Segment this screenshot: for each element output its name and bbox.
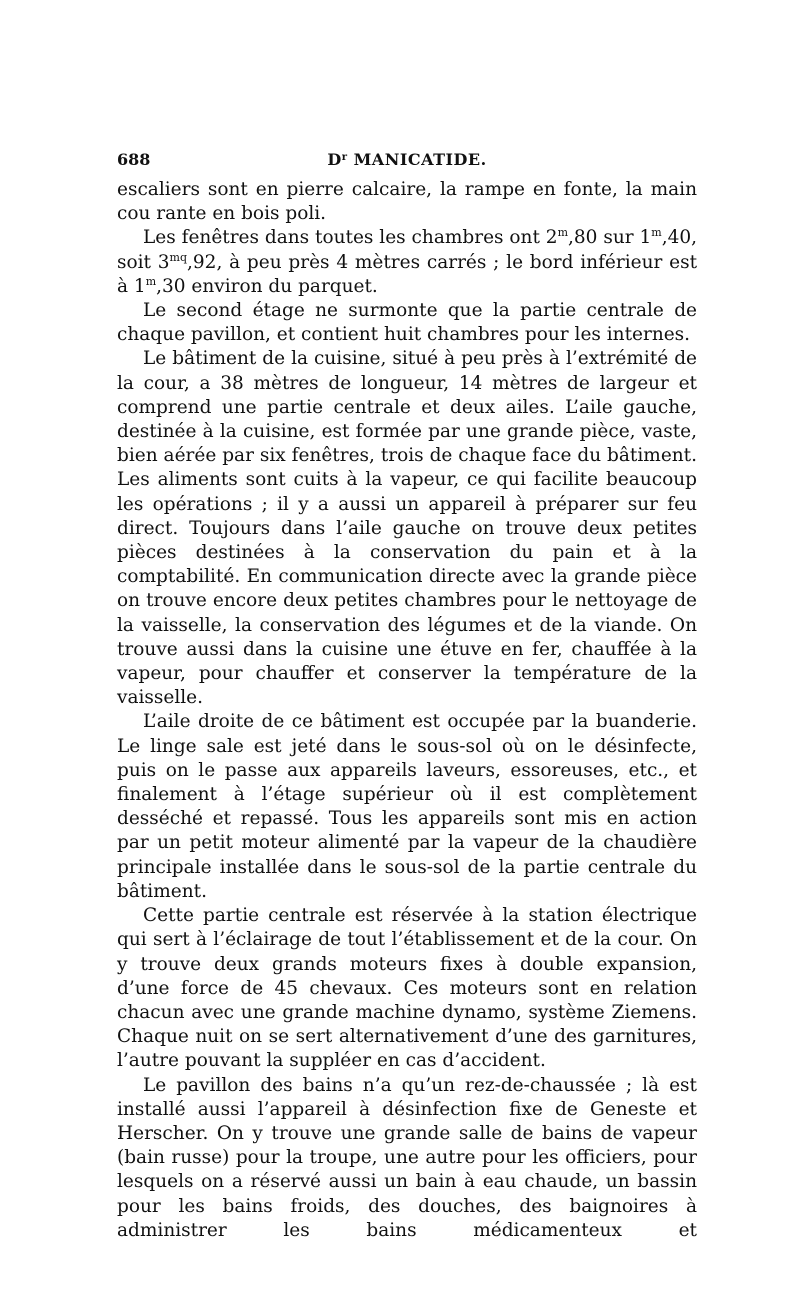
body-text	[117, 178, 697, 1243]
running-title	[117, 150, 697, 169]
paragraph-kitchen: Le bâtiment de la cuisine, situé à peu près à l’extrémité de la cour, a 38 mètres de longueur, 14 mètres de largeur et comprend une partie centrale et deux ailes. L’aile gauche, destinée à la cuisine, est formée par une grande pièce, vaste, bien aérée par six fenêtres, trois de chaque face du bâtiment. Les aliments sont cuits à la vapeur, ce qui facilite beaucoup les opérations ; il y a aussi un appareil à préparer sur feu direct. Toujours dans l’aile gauche on trouve deux petites pièces destinées à la conservation du pain et à la comptabilité. En communication directe avec la grande pièce on trouve encore deux petites chambres pour le nettoyage de la vaisselle, la conservation des légumes et de la viande. On trouve aussi dans la cuisine une étuve en fer, chauffée à la vapeur, pour chauffer et conserver la température de la vaisselle.	[117, 348, 697, 709]
paragraph-windows	[117, 226, 697, 299]
windows-text-4: ,92, à peu près 4 mètres carrés ; le bord inférieur est à 1	[117, 251, 698, 297]
unit-sup-1: m	[557, 226, 569, 240]
paragraph-second-floor: Le second étage ne surmonte que la partie centrale de chaque pavillon, et contient huit chambres pour les internes.	[117, 300, 697, 346]
windows-text-5: ,30 environ du parquet.	[156, 275, 378, 297]
paragraph-laundry: L’aile droite de ce bâtiment est occupée par la buanderie. Le linge sale est jeté dans le sous-sol où on le désinfecte, puis on le passe aux appareils laveurs, essoreuses, etc., et finalement à l’étage supérieur où il est complètement desséché et repassé. Tous les appareils sont mis en action par un petit moteur alimenté par la vapeur de la chaudière principale installée dans le sous-sol de la partie centrale du bâtiment.	[117, 711, 697, 902]
unit-sup-3: mq	[169, 250, 188, 264]
unit-sup-4: m	[145, 274, 157, 288]
paragraph-power-station: Cette partie centrale est réservée à la station électrique qui sert à l’éclairage de tout l’établissement et de la cour. On y trouve deux grands moteurs fixes à double expansion, d’une force de 45 chevaux. Ces moteurs sont en relation chacun avec une grande machine dynamo, système Ziemens. Chaque nuit on se sert alternativement d’une des garnitures, l’autre pouvant la suppléer en cas d’accident.	[117, 905, 697, 1072]
author-name: MANICATIDE.	[353, 150, 487, 169]
author-prefix: D	[327, 150, 342, 169]
page-number: 688	[117, 150, 151, 169]
author-prefix-sup: r	[341, 152, 348, 163]
paragraph-stairs: escaliers sont en pierre calcaire, la rampe en fonte, la main cou rante en bois poli.	[117, 179, 697, 225]
windows-text-2: ,80 sur 1	[568, 227, 652, 249]
windows-text-3: ,40, soit 3	[117, 227, 697, 273]
windows-text-1: Les fenêtres dans toutes les chambres ont 2	[143, 227, 558, 249]
page-header	[117, 150, 697, 174]
paragraph-baths: Le pavillon des bains n’a qu’un rez-de-chaussée ; là est installé aussi l’appareil à désinfection fixe de Geneste et Herscher. On y trouve une grande salle de bains de vapeur (bain russe) pour la troupe, une autre pour les officiers, pour lesquels on a réservé aussi un bain à eau chaude, un bassin pour les bains froids, des douches, des baignoires à administrer les bains médicamenteux et	[117, 1074, 697, 1241]
unit-sup-2: m	[651, 226, 662, 240]
